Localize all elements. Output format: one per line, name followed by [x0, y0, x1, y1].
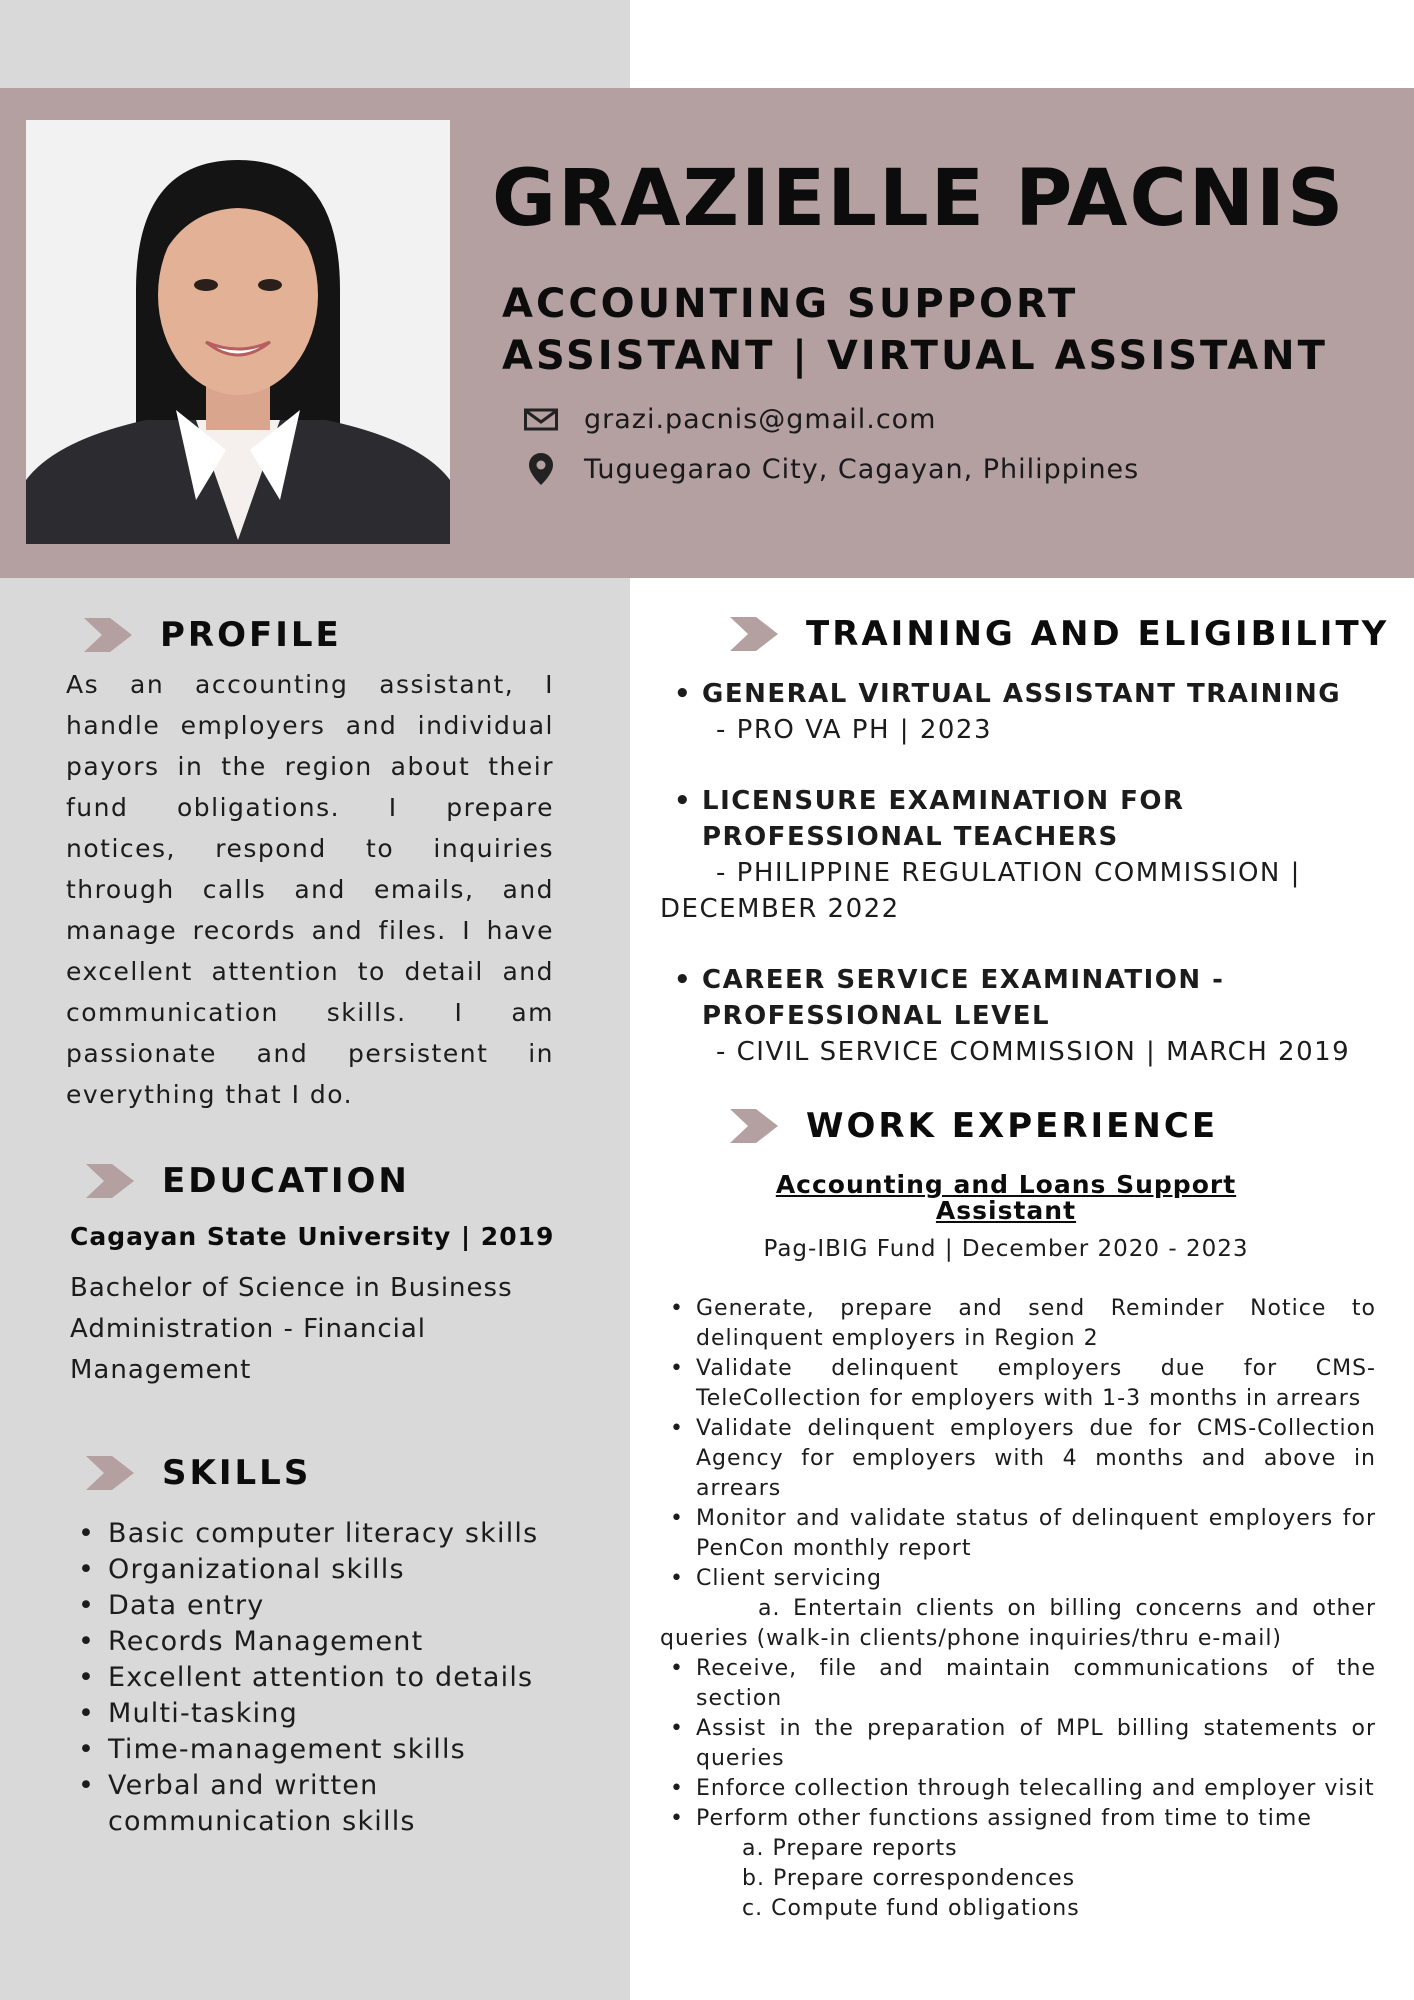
- job-title: Accounting and Loans Support Assistant: [775, 1170, 1237, 1225]
- duty-item: • Generate, prepare and send Reminder Notice to delinquent employers in Region 2: [696, 1294, 1376, 1354]
- skill-item: • Excellent attention to details: [108, 1660, 548, 1696]
- skill-item: • Basic computer literacy skills: [108, 1516, 548, 1552]
- job-role-line-2: ASSISTANT | VIRTUAL ASSISTANT: [502, 333, 1328, 379]
- duty-item: • Receive, file and maintain communications of the section: [696, 1654, 1376, 1714]
- education-heading-text: EDUCATION: [162, 1161, 410, 1201]
- chevron-right-icon: [730, 1109, 778, 1143]
- skill-item: • Multi-tasking: [108, 1696, 548, 1732]
- skill-item: • Time-management skills: [108, 1732, 548, 1768]
- work-heading-text: WORK EXPERIENCE: [806, 1106, 1219, 1146]
- training-heading-text: TRAINING AND ELIGIBILITY: [806, 614, 1390, 654]
- contact-location: [524, 452, 1139, 486]
- envelope-icon: [524, 402, 558, 436]
- training-heading: [730, 614, 1389, 654]
- profile-heading-text: PROFILE: [160, 615, 342, 655]
- chevron-right-icon: [86, 1164, 134, 1198]
- skills-heading: [86, 1453, 311, 1493]
- candidate-name: GRAZIELLE PACNIS: [492, 154, 1346, 244]
- profile-paragraph: As an accounting assistant, I handle employers and individual payors in the region about their fund obligations. I prepare notices, respond to inquiries through calls and emails, and manage records and files. I have excellent attention to detail and communication skills. I am passionate and persistent in everything that I do.: [66, 670, 554, 1109]
- training-detail: - PHILIPPINE REGULATION COMMISSION | DECEMBER 2022: [660, 858, 1301, 924]
- education-degree: Bachelor of Science in Business Administration - Financial Management: [70, 1273, 513, 1385]
- duty-subitem: b. Prepare correspondences: [742, 1866, 1076, 1891]
- job-role-line-1: ACCOUNTING SUPPORT: [502, 281, 1079, 327]
- email-text[interactable]: grazi.pacnis@gmail.com: [584, 403, 937, 435]
- training-title: • CAREER SERVICE EXAMINATION - PROFESSIONAL LEVEL: [702, 962, 1262, 1034]
- skills-list: [108, 1516, 548, 1840]
- skill-item: • Records Management: [108, 1624, 548, 1660]
- skill-item: • Data entry: [108, 1588, 548, 1624]
- education-school: Cagayan State University | 2019: [70, 1222, 555, 1251]
- profile-photo: [26, 120, 450, 544]
- skills-heading-text: SKILLS: [162, 1453, 312, 1493]
- location-text: Tuguegarao City, Cagayan, Philippines: [584, 453, 1140, 485]
- skill-item: • Organizational skills: [108, 1552, 548, 1588]
- skill-item: • Verbal and written communication skills: [108, 1768, 548, 1840]
- duty-item: • Assist in the preparation of MPL billing statements or queries: [696, 1714, 1376, 1774]
- chevron-right-icon: [84, 618, 132, 652]
- training-title: • LICENSURE EXAMINATION FOR PROFESSIONAL TEACHERS: [702, 783, 1222, 855]
- duties-list: [660, 1294, 1376, 1924]
- chevron-right-icon: [86, 1456, 134, 1490]
- duty-item: • Client servicing: [696, 1564, 1376, 1594]
- training-item: [660, 676, 1380, 748]
- training-detail: - CIVIL SERVICE COMMISSION | MARCH 2019: [716, 1037, 1351, 1067]
- training-item: [660, 962, 1380, 1070]
- job-organization: Pag-IBIG Fund | December 2020 - 2023: [763, 1236, 1249, 1262]
- training-title: • GENERAL VIRTUAL ASSISTANT TRAINING: [702, 676, 1380, 712]
- map-pin-icon: [524, 452, 558, 486]
- duty-item: • Validate delinquent employers due for CMS-Collection Agency for employers with 4 months and above in arrears: [696, 1414, 1376, 1504]
- duty-subitem: a. Entertain clients on billing concerns and other queries (walk-in clients/phone inquiries/thru e-mail): [660, 1596, 1376, 1651]
- job-role: [502, 278, 1382, 382]
- education-heading: [86, 1161, 410, 1201]
- duty-subitem: a. Prepare reports: [742, 1836, 958, 1861]
- training-item: [660, 783, 1380, 927]
- profile-heading: [84, 615, 342, 655]
- chevron-right-icon: [730, 617, 778, 651]
- duty-subitem: c. Compute fund obligations: [742, 1896, 1080, 1921]
- duty-item: • Enforce collection through telecalling and employer visit: [696, 1774, 1376, 1804]
- work-heading: [730, 1106, 1218, 1146]
- duty-item: • Perform other functions assigned from time to time: [696, 1804, 1376, 1834]
- training-detail: - PRO VA PH | 2023: [716, 715, 992, 745]
- contact-email: [524, 402, 937, 436]
- duty-item: • Monitor and validate status of delinquent employers for PenCon monthly report: [696, 1504, 1376, 1564]
- duty-item: • Validate delinquent employers due for CMS-TeleCollection for employers with 1-3 months in arrears: [696, 1354, 1376, 1414]
